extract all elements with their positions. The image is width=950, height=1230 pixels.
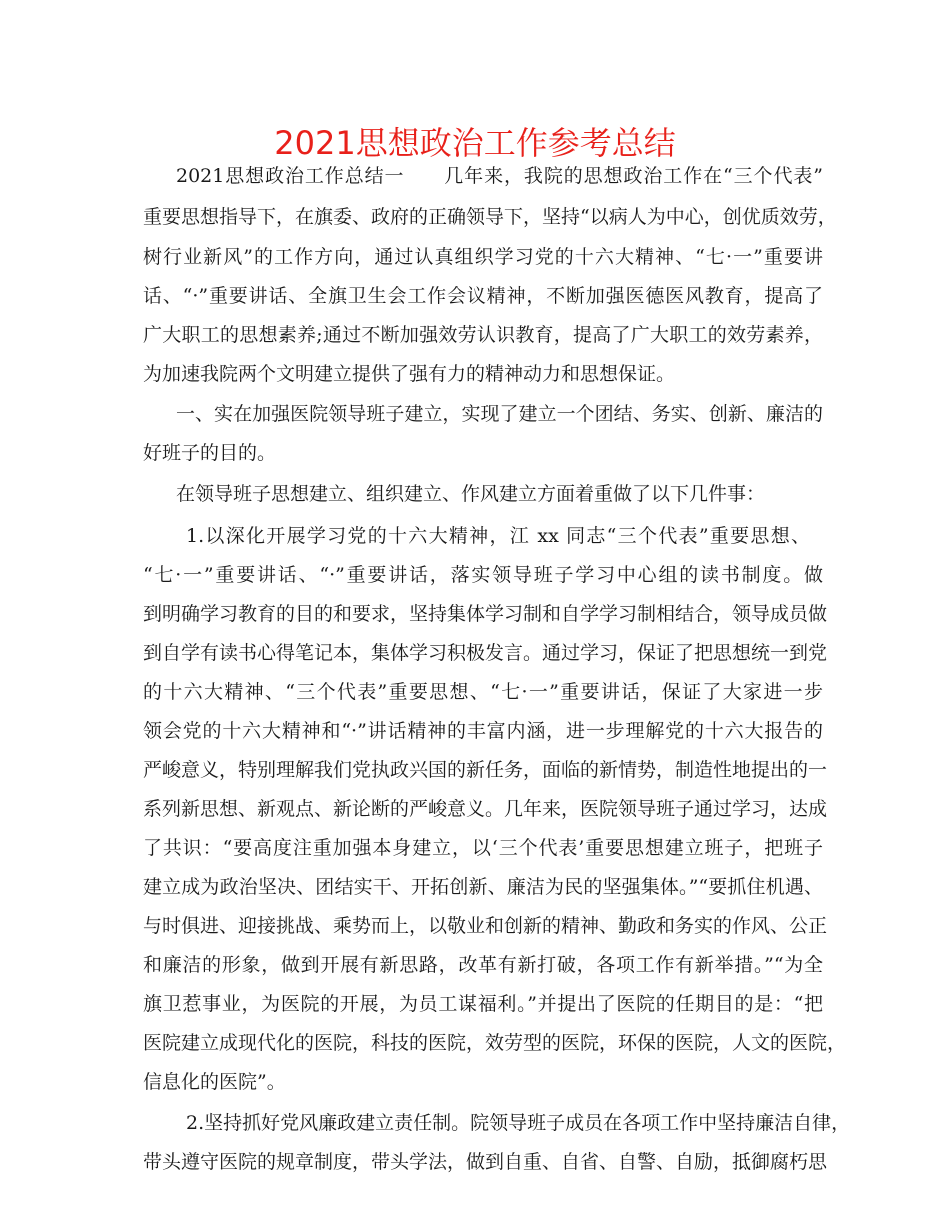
text-line: 信息化的医院”。 xyxy=(143,1071,286,1093)
numbered-item: 1.以深化开展学习党的十六大精神，江 xx 同志“三个代表”重要思想、 xyxy=(186,525,810,547)
text-line: 广大职工的思想素养;通过不断加强效劳认识教育，提高了广大职工的效劳素养， xyxy=(143,324,823,346)
text-line: 重要思想指导下，在旗委、政府的正确领导下，坚持“以病人为中心，创优质效劳， xyxy=(143,206,837,228)
text-line: 旗卫惹事业，为医院的开展，为员工谋福利。”并提出了医院的任期目的是：“把 xyxy=(143,993,823,1015)
text-line: 话、“·”重要讲话、全旗卫生会工作会议精神，不断加强医德医风教育，提高了 xyxy=(143,285,823,307)
text-line: 到明确学习教育的目的和要求，坚持集体学习制和自学学习制相结合，领导成员做 xyxy=(143,603,828,625)
text-line: 和廉洁的形象，做到开展有新思路，改革有新打破，各项工作有新举措。”“为全 xyxy=(143,954,823,976)
text-line: 与时俱进、迎接挑战、乘势而上，以敬业和创新的精神、勤政和务实的作风、公正 xyxy=(143,915,828,937)
text-line: “七·一”重要讲话、“·”重要讲话，落实领导班子学习中心组的读书制度。做 xyxy=(143,564,823,586)
text-line: 好班子的目的。 xyxy=(143,442,277,464)
section-heading: 一、实在加强医院领导班子建立，实现了建立一个团结、务实、创新、廉洁的 xyxy=(176,403,823,425)
text-line: 的十六大精神、“三个代表”重要思想、“七·一”重要讲话，保证了大家进一步 xyxy=(143,681,823,703)
document-title: 2021思想政治工作参考总结 xyxy=(274,124,676,162)
text-line: 了共识：“要高度注重加强本身建立，以‘三个代表’重要思想建立班子，把班子 xyxy=(143,837,823,859)
text-line: 在领导班子思想建立、组织建立、作风建立方面着重做了以下几件事： xyxy=(176,483,766,505)
text-line: 严峻意义，特别理解我们党执政兴国的新任务，面临的新情势，制造性地提出的一 xyxy=(143,759,828,781)
text-line: 2021思想政治工作总结一 几年来，我院的思想政治工作在“三个代表” xyxy=(176,165,823,187)
text-line: 到自学有读书心得笔记本，集体学习积极发言。通过学习，保证了把思想统一到党 xyxy=(143,642,828,664)
text-line: 领会党的十六大精神和“·”讲话精神的丰富内涵，进一步理解党的十六大报告的 xyxy=(143,720,823,742)
numbered-item: 2.坚持抓好党风廉政建立责任制。院领导班子成员在各项工作中坚持廉洁自律， xyxy=(186,1112,851,1134)
text-line: 建立成为政治坚决、团结实干、开拓创新、廉洁为民的坚强集体。”“要抓住机遇、 xyxy=(143,876,823,898)
text-line: 树行业新风”的工作方向，通过认真组织学习党的十六大精神、“七·一”重要讲 xyxy=(143,246,823,268)
text-line: 医院建立成现代化的医院，科技的医院，效劳型的医院，环保的医院，人文的医院， xyxy=(143,1032,847,1054)
text-line: 带头遵守医院的规章制度，带头学法，做到自重、自省、自警、自励，抵御腐朽思 xyxy=(143,1151,828,1173)
text-line: 系列新思想、新观点、新论断的严峻意义。几年来，医院领导班子通过学习，达成 xyxy=(143,798,828,820)
text-line: 为加速我院两个文明建立提供了强有力的精神动力和思想保证。 xyxy=(143,363,676,385)
